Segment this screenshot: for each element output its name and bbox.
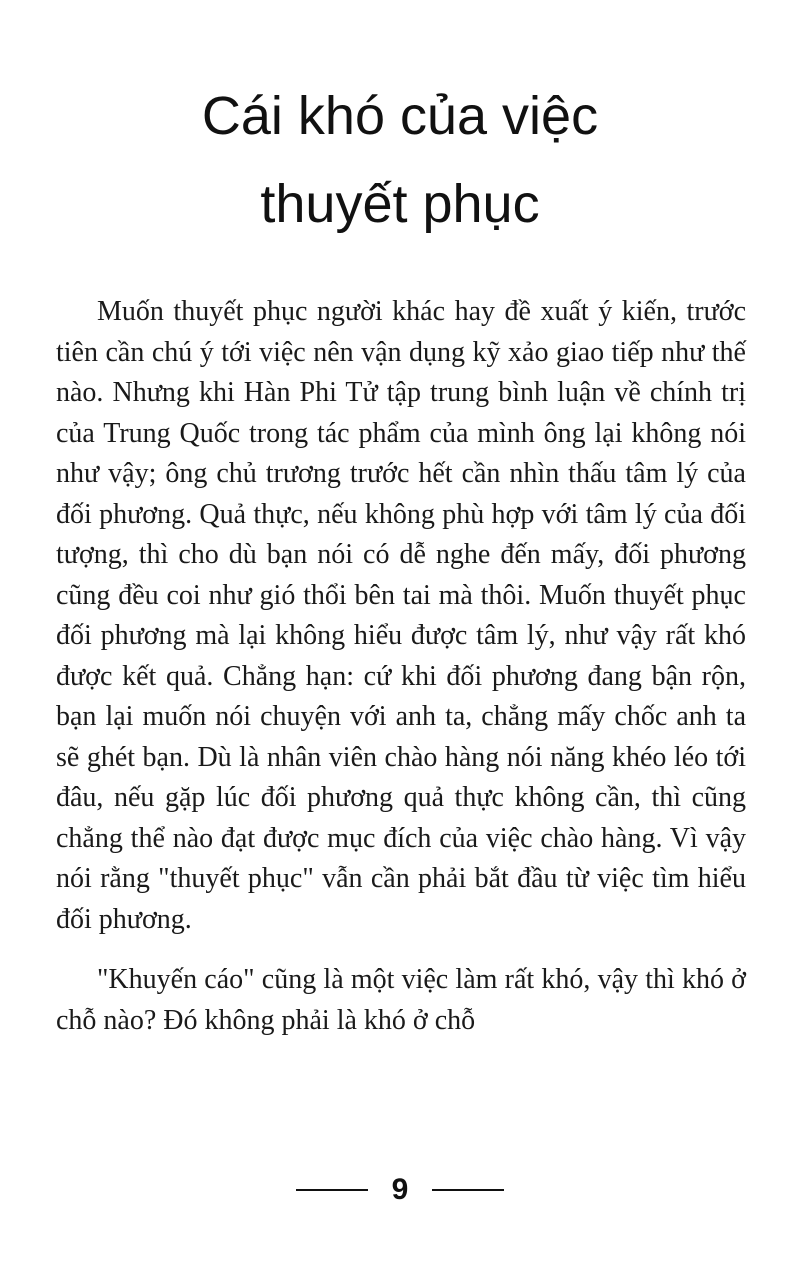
page-number: 9 [391,1173,409,1206]
paragraph-1: Muốn thuyết phục người khác hay đề xuất ý kiến, trước tiên cần chú ý tới việc nên vận dụng kỹ xảo giao tiếp như thế nào. Nhưng khi Hàn Phi Tử tập trung bình luận về chính trị của Trung Quốc trong tác phẩm của mình ông lại không nói như vậy; ông chủ trương trước hết cần nhìn thấu tâm lý của đối phương. Quả thực, nếu không phù hợp với tâm lý của đối tượng, thì cho dù bạn nói có dễ nghe đến mấy, đối phương cũng đều coi như gió thổi bên tai mà thôi. Muốn thuyết phục đối phương mà lại không hiểu được tâm lý, như vậy rất khó được kết quả. Chẳng hạn: cứ khi đối phương đang bận rộn, bạn lại muốn nói chuyện với anh ta, chẳng mấy chốc anh ta sẽ ghét bạn. Dù là nhân viên chào hàng nói năng khéo léo tới đâu, nếu gặp lúc đối phương quả thực không cần, thì cũng chẳng thể nào đạt được mục đích của việc chào hàng. Vì vậy nói rằng "thuyết phục" vẫn cần phải bắt đầu từ việc tìm hiểu đối phương. [56,296,746,935]
chapter-title-line-2: thuyết phục [260,174,540,234]
chapter-title [0,72,800,248]
page-footer [0,1170,800,1210]
footer-rule-right [432,1189,504,1191]
body-text [56,292,746,1041]
footer-rule-left [296,1189,368,1191]
paragraph-2: "Khuyến cáo" cũng là một việc làm rất khó, vậy thì khó ở chỗ nào? Đó không phải là khó ở chỗ [56,964,746,1036]
chapter-title-line-1: Cái khó của việc [201,86,599,146]
